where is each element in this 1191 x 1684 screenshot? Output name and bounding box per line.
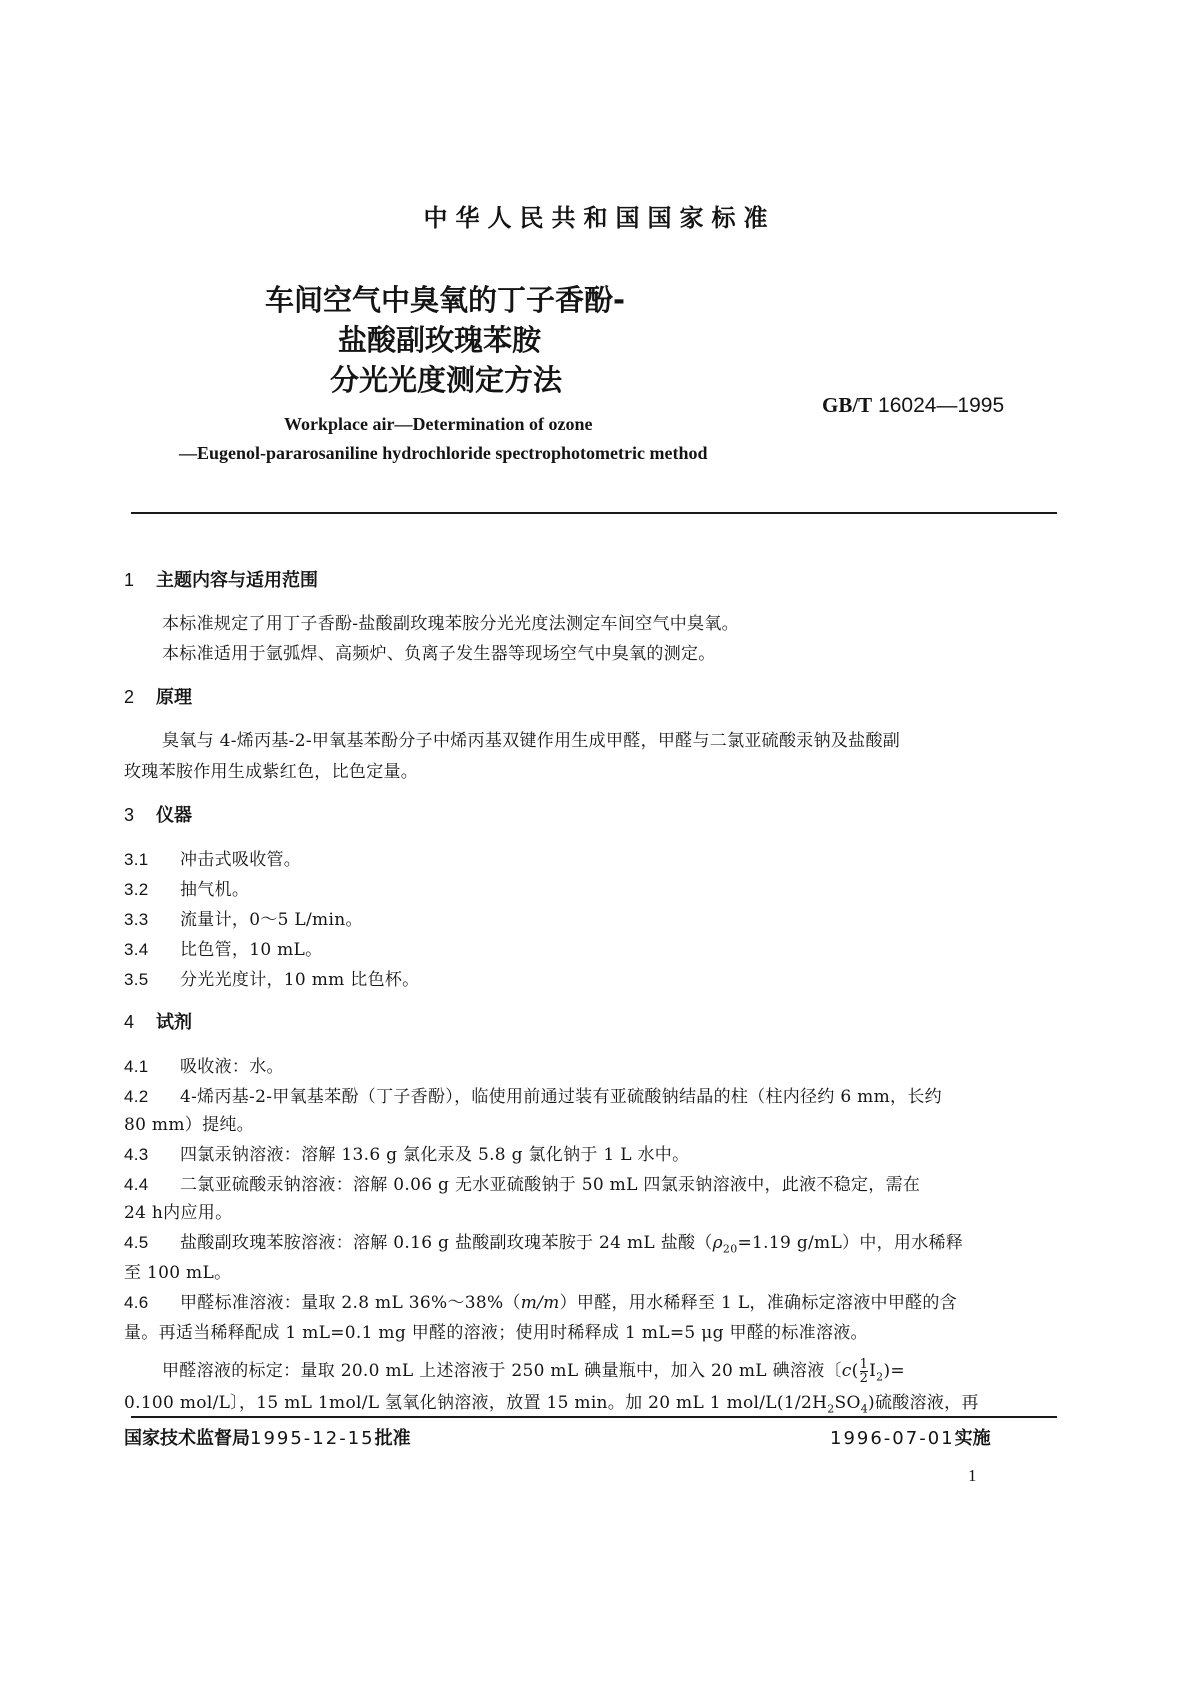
section-title: 仪器 [156, 805, 192, 826]
section-number: 3 [124, 805, 135, 825]
title-en-line-2: —Eugenol-pararosaniline hydrochloride spectrophotometric method [179, 443, 708, 463]
list-item-continuation: 量。再适当稀释配成 1 mL=0.1 mg 甲醛的溶液；使用时稀释成 1 mL=5 μg 甲醛的标准溶液。 [124, 1323, 868, 1343]
list-item: 3.2 抽气机。 [124, 880, 250, 900]
calibration-paragraph-line-2: 0.100 mol/L〕，15 mL 1mol/L 氢氧化钠溶液，放置 15 min。加 20 mL 1 mol/$L(1/2H_2SO_4)$硫酸溶液，再 [124, 1393, 979, 1416]
section-number: 2 [124, 687, 135, 707]
list-item: 4.2 4-烯丙基-2-甲氧基苯酚（丁子香酚），临使用前通过装有亚硫酸钠结晶的柱（柱内径约 6 mm，长约 [124, 1087, 942, 1107]
paragraph: 本标准适用于氩弧焊、高频炉、负离子发生器等现场空气中臭氧的测定。 [162, 644, 716, 664]
implementation-line: 1996-07-01实施 [830, 1428, 991, 1449]
section-3-heading [124, 801, 192, 827]
paragraph: 玫瑰苯胺作用生成紫红色，比色定量。 [124, 762, 419, 782]
fraction: $\frac{1}{2}$ [859, 1357, 869, 1386]
title-cn-line-2: 盐酸副玫瑰苯胺 [338, 323, 542, 357]
standard-code: 16024—1995 [878, 394, 1005, 417]
section-number: 4 [124, 1012, 135, 1032]
list-item: 3.1 冲击式吸收管。 [124, 850, 302, 870]
section-title: 主题内容与适用范围 [156, 570, 318, 591]
list-item: 4.5 盐酸副玫瑰苯胺溶液：溶解 0.16 g 盐酸副玫瑰苯胺于 24 mL 盐酸（$\rho_{20}=1.19$ g/mL）中，用水稀释 [124, 1233, 964, 1256]
list-item: 3.4 比色管，10 mL。 [124, 940, 323, 960]
page-number: 1 [968, 1466, 977, 1485]
list-item-continuation: 24 h内应用。 [124, 1203, 233, 1223]
approval-line: 国家技术监督局1995-12-15批准 [124, 1428, 411, 1449]
title-cn-line-3: 分光光度测定方法 [330, 363, 563, 397]
section-number: 1 [124, 570, 135, 590]
rho-symbol: ρ [712, 1233, 723, 1253]
list-item: 3.5 分光光度计，10 mm 比色杯。 [124, 970, 420, 990]
section-title: 试剂 [156, 1012, 192, 1033]
section-4-heading [124, 1008, 192, 1034]
list-item-continuation: 至 100 mL。 [124, 1263, 232, 1283]
list-item: 4.3 四氯汞钠溶液：溶解 13.6 g 氯化汞及 5.8 g 氯化钠于 1 L 水中。 [124, 1145, 690, 1165]
national-standard-heading: 中华人民共和国国家标准 [423, 204, 776, 232]
calibration-paragraph-line-1: 甲醛溶液的标定：量取 20.0 mL 上述溶液于 250 mL 碘量瓶中，加入 20 mL 碘溶液〔c( $\frac{1}{2}$ $I_2)=$ [162, 1357, 905, 1386]
footer-divider [131, 1416, 1057, 1418]
paragraph: 臭氧与 4-烯丙基-2-甲氧基苯酚分子中烯丙基双键作用生成甲醛，甲醛与二氯亚硫酸汞钠及盐酸副 [162, 731, 901, 751]
standard-number [822, 393, 1004, 418]
list-item: 4.6 甲醛标准溶液：量取 2.8 mL 36%～38%（m/m）甲醛，用水稀释至 1 L，准确标定溶液中甲醛的含 [124, 1293, 958, 1313]
header-divider [131, 512, 1057, 514]
list-item: 4.1 吸收液：水。 [124, 1057, 284, 1077]
paragraph: 本标准规定了用丁子香酚-盐酸副玫瑰苯胺分光光度法测定车间空气中臭氧。 [162, 614, 739, 634]
list-item: 3.3 流量计，0～5 L/min。 [124, 910, 363, 930]
section-1-heading [124, 566, 318, 592]
section-title: 原理 [156, 687, 192, 708]
standard-prefix: GB/T [822, 393, 873, 417]
title-en-line-1: Workplace air—Determination of ozone [284, 414, 593, 434]
list-item-continuation: 80 mm）提纯。 [124, 1115, 254, 1135]
title-cn-line-1: 车间空气中臭氧的丁子香酚- [265, 283, 626, 317]
list-item: 4.4 二氯亚硫酸汞钠溶液：溶解 0.06 g 无水亚硫酸钠于 50 mL 四氯汞钠溶液中，此液不稳定，需在 [124, 1175, 921, 1195]
section-2-heading [124, 683, 192, 709]
